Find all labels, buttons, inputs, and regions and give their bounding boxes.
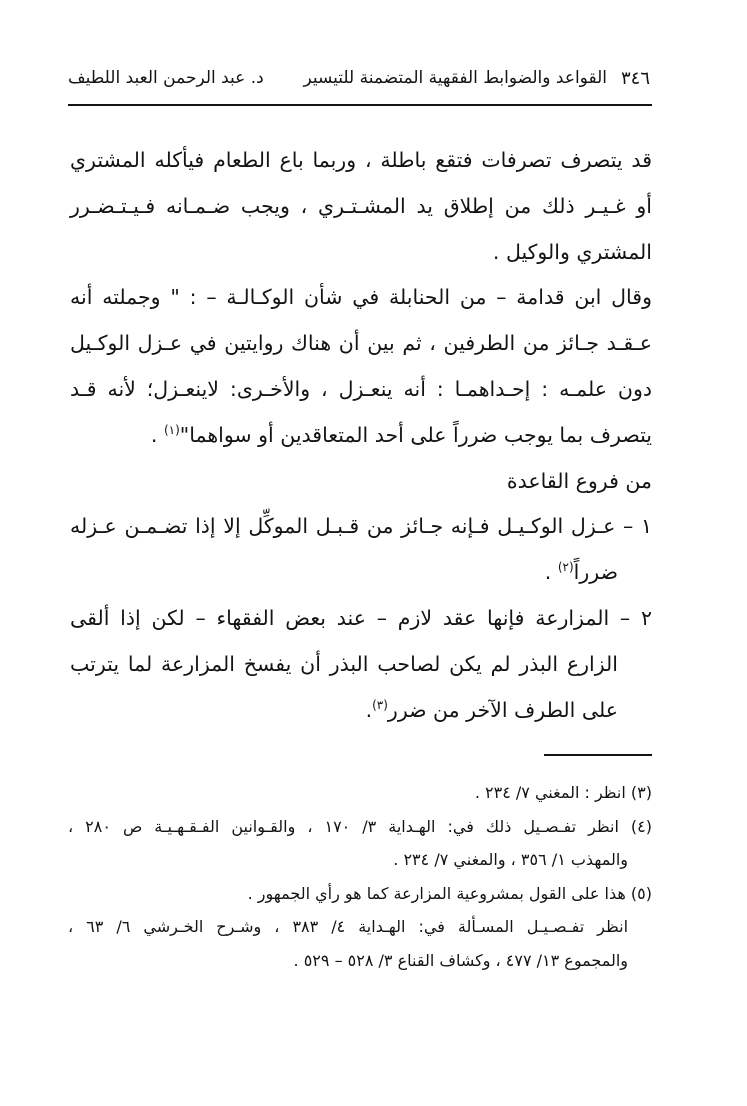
book-title: القواعد والضوابط الفقهية المتضمنة للتيسير [303,68,607,88]
body-line-7 [70,413,652,459]
footnote-5-line-3: والمجموع ١٣/ ٤٧٧ ، وكشاف القناع ٣/ ٥٢٨ – ٥٢٩ . [293,950,628,970]
footnote-4-line-1: (٤) انظر تفـصـيل ذلك في: الهـداية ٣/ ١٧٠ ، والقـوانين الفـقـهـيـة ص ٢٨٠ ، [68,816,653,836]
body-line-10-text: ضرراً [573,560,618,585]
footnote-divider [544,754,652,756]
author-name: د. عبد الرحمن العبد اللطيف [68,68,264,88]
body-line-10 [70,550,652,596]
body-line-11: ٢ – المزارعة فإنها عقد لازم – عند بعض الفقهاء – لكن إذا ألقى [70,605,652,630]
end-mark-1: . [150,422,164,447]
footnotes [68,776,652,977]
body-line-7-text: يتصرف بما يوجب ضرراً على أحد المتعاقدين أو سواهما" [179,422,652,447]
footnote-ref-1: (١) [163,422,180,437]
body-line-1: قد يتصرف تصرفات فتقع باطلة ، وربما باع الطعام فيأكله المشتري [70,148,652,172]
section-heading: من فروع القاعدة [506,468,652,493]
body-line-13 [70,688,652,734]
footnote-ref-2: (٢) [557,560,574,575]
body-line-5: عـقـد جـائز من الطرفين ، ثم بين أن هناك روايتين في عـزل الوكـيل [70,331,652,356]
body-line-2: أو غـيـر ذلك من إطلاق يد المشـتـري ، ويجب ضـمـانه فـيـتـضـرر [70,193,652,218]
body-line-4: وقال ابن قدامة – من الحنابلة في شأن الوكـالـة – : " وجملته أنه [70,285,652,310]
body-line-3: المشتري والوكيل . [492,239,652,264]
page-number: ٣٤٦ [620,67,650,89]
footnote-4-line-2: والمهذب ١/ ٣٥٦ ، والمغني ٧/ ٢٣٤ . [393,850,628,869]
main-text [70,138,652,733]
header-divider [68,104,652,106]
body-line-9: ١ – عـزل الوكـيـل فـإنه جـائز من قـبـل الموكِّل إلا إذا تضـمـن عـزله [70,514,652,539]
body-line-12: الزارع البذر لم يكن لصاحب البذر أن يفسخ المزارعة لما يترتب [70,651,618,676]
footnote-5-line-2: انظر تفـصـيـل المسـألة في: الهـداية ٤/ ٣٨٣ ، وشـرح الخـرشي ٦/ ٦٣ ، [68,917,629,936]
header-right-group [303,68,650,89]
body-line-13-text: على الطرف الآخر من ضرر [387,697,618,722]
footnote-ref-3: (٣) [372,697,388,712]
running-header [68,62,650,94]
end-mark-3: . [365,697,373,722]
footnote-5-line-1: (٥) هذا على القول بمشروعية المزارعة كما هو رأي الجمهور . [247,883,652,903]
body-line-6: دون علمـه : إحـداهمـا : أنه ينعـزل ، والأخـرى: لاينعـزل؛ لأنه قـد [70,376,652,401]
end-mark-2: . [544,560,558,585]
footnote-3: (٣) انظر : المغني ٧/ ٢٣٤ . [474,783,652,802]
